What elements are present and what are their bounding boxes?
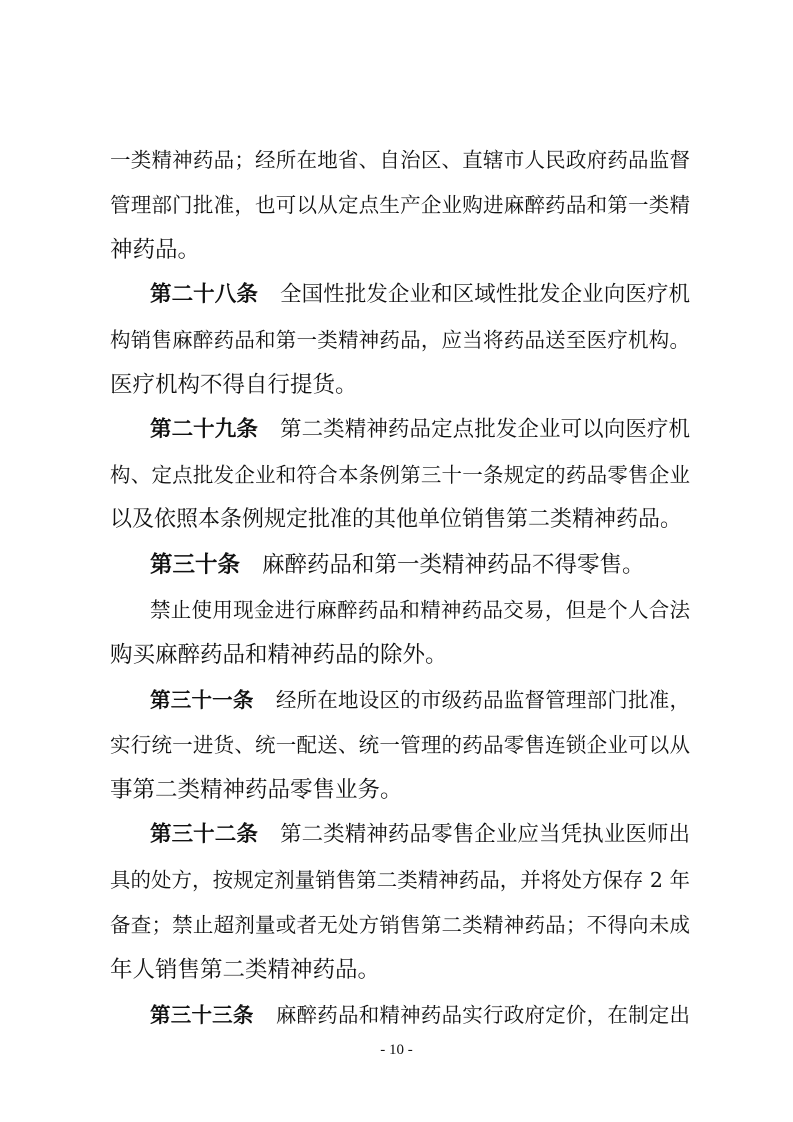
text-line [110, 326, 690, 354]
article-line [150, 686, 690, 714]
article-line [150, 281, 690, 309]
article-number: 第三十二条 [150, 822, 258, 847]
article-line [150, 551, 690, 579]
article-line [150, 1001, 690, 1029]
line-text: 第二类精神药品定点批发企业可以向医疗机 [279, 417, 690, 442]
line-text: 神药品。 [110, 237, 201, 263]
line-text: 麻醉药品和精神药品实行政府定价，在制定出 [275, 1003, 691, 1027]
line-text: 具的处方，按规定剂量销售第二类精神药品，并将处方保存 2 年 [110, 868, 690, 892]
line-text: 购买麻醉药品和精神药品的除外。 [110, 642, 448, 668]
article-number: 第三十三条 [150, 1003, 254, 1027]
line-text: 管理部门批准，也可以从定点生产企业购进麻醉药品和第一类精 [110, 193, 690, 217]
text-line [110, 236, 690, 264]
line-text: 年人销售第二类精神药品。 [110, 957, 381, 983]
page-number: - 10 - [380, 1042, 413, 1058]
line-text: 构、定点批发企业和符合本条例第三十一条规定的药品零售企业 [110, 463, 690, 487]
text-line [110, 191, 690, 219]
line-text: 事第二类精神药品零售业务。 [110, 777, 403, 803]
line-text: 医疗机构不得自行提货。 [110, 372, 358, 398]
line-text: 经所在地设区的市级药品监督管理部门批准， [275, 688, 691, 712]
line-text: 以及依照本条例规定批准的其他单位销售第二类精神药品。 [110, 507, 683, 532]
text-line [110, 956, 690, 984]
article-line [150, 821, 690, 849]
text-line [110, 911, 690, 939]
line-text: 全国性批发企业和区域性批发企业向医疗机 [279, 282, 690, 307]
article-line [150, 416, 690, 444]
text-line [110, 641, 690, 669]
text-line [110, 731, 690, 759]
text-line [110, 371, 690, 399]
text-line [110, 506, 690, 534]
article-number: 第三十条 [150, 552, 241, 578]
text-line [110, 866, 690, 894]
article-number: 第三十一条 [150, 688, 254, 712]
text-line [110, 461, 690, 489]
article-number: 第二十九条 [150, 417, 258, 442]
text-line [110, 776, 690, 804]
text-line [150, 596, 690, 624]
line-text: 一类精神药品；经所在地省、自治区、直辖市人民政府药品监督 [110, 148, 690, 172]
line-text: 第二类精神药品零售企业应当凭执业医师出 [279, 822, 690, 847]
line-text: 构销售麻醉药品和第一类精神药品，应当将药品送至医疗机构。 [110, 328, 690, 352]
line-text: 麻醉药品和第一类精神药品不得零售。 [262, 552, 645, 578]
line-text: 备查；禁止超剂量或者无处方销售第二类精神药品；不得向未成 [110, 913, 690, 937]
article-number: 第二十八条 [150, 282, 258, 307]
text-line [110, 146, 690, 174]
line-text: 禁止使用现金进行麻醉药品和精神药品交易，但是个人合法 [150, 598, 690, 622]
line-text: 实行统一进货、统一配送、统一管理的药品零售连锁企业可以从 [110, 733, 690, 757]
